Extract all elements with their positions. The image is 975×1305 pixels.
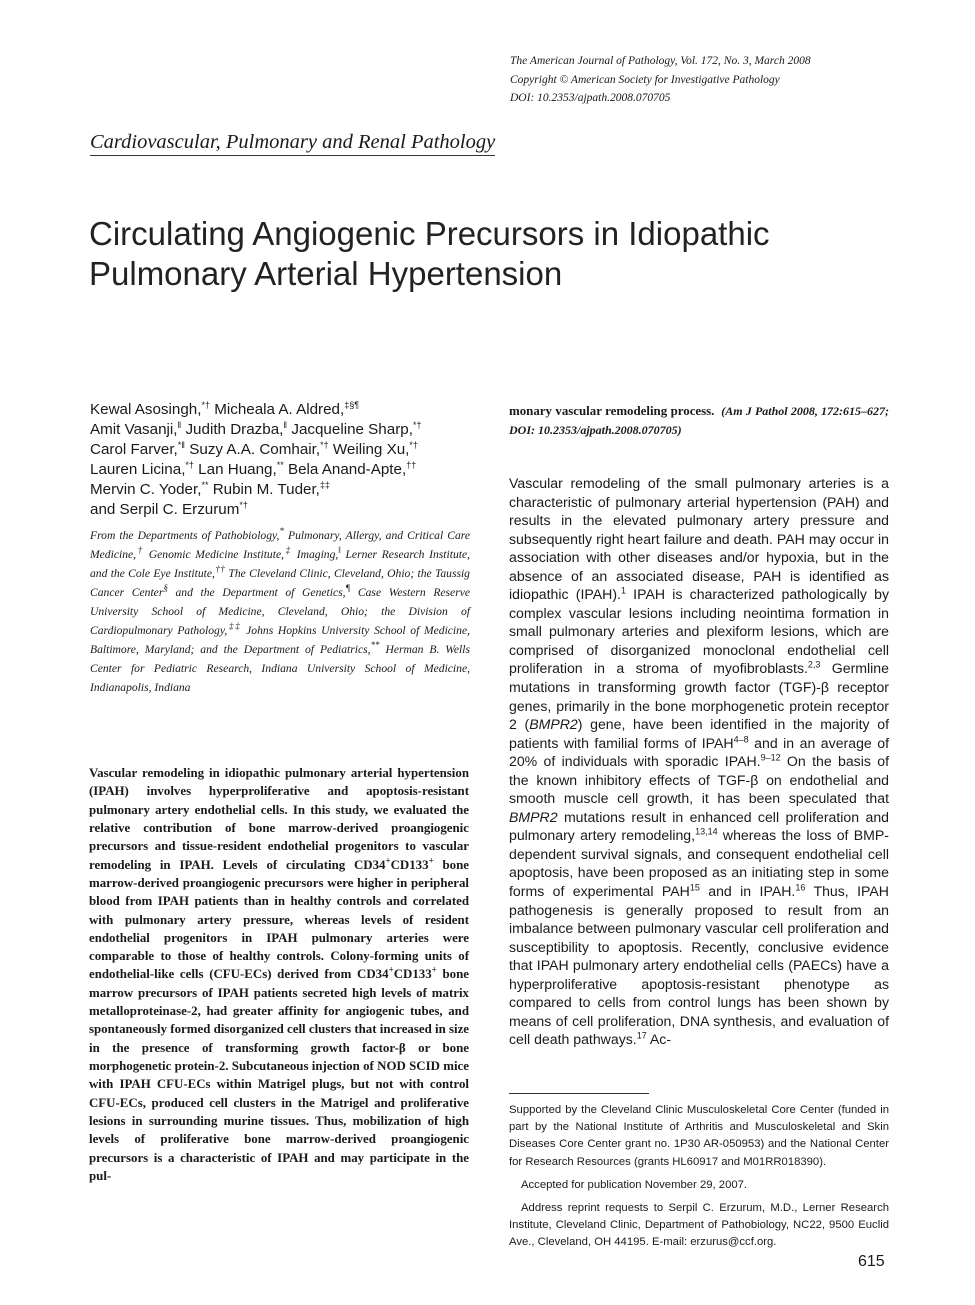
gene-name: BMPR2 bbox=[509, 808, 558, 825]
author-line bbox=[90, 400, 480, 420]
affiliation-mark: † bbox=[136, 545, 145, 556]
author-affil-mark: †† bbox=[406, 459, 417, 470]
author-line bbox=[90, 440, 480, 460]
body-segment: and in IPAH. bbox=[699, 883, 796, 900]
accepted-note: Accepted for publication November 29, 2007. bbox=[521, 1178, 748, 1191]
author-affil-mark: ‖ bbox=[283, 419, 288, 430]
abstract-sup: + bbox=[431, 965, 437, 976]
author-name: Weiling Xu, bbox=[332, 441, 410, 458]
abstract-sup: + bbox=[428, 855, 434, 866]
author-name: Mervin C. Yoder, bbox=[90, 481, 202, 498]
author-name: Judith Drazba, bbox=[185, 421, 284, 438]
author-affil-mark: *† bbox=[201, 399, 210, 410]
reference-mark: 2,3 bbox=[807, 659, 821, 670]
author-line bbox=[90, 480, 480, 500]
author-name: Lauren Licina, bbox=[90, 461, 186, 478]
page-number: 615 bbox=[858, 1253, 885, 1270]
body-segment: Germline mutations in transforming growth factor (TGF)-β receptor genes, primarily in the bone morphogenetic protein receptor 2 ( bbox=[509, 660, 889, 733]
abstract-citation: (Am J Pathol 2008, 172:615–627; DOI: 10.2353/ajpath.2008.070705) bbox=[509, 404, 890, 437]
author-affil-mark: ** bbox=[201, 479, 209, 490]
author-affil-mark: *† bbox=[412, 419, 422, 430]
reference-mark: 16 bbox=[795, 882, 806, 893]
reference-mark: 4–8 bbox=[733, 733, 749, 744]
author-name: Bela Anand-Apte, bbox=[287, 461, 407, 478]
author-affil-mark: *‖ bbox=[177, 439, 186, 450]
affiliation-text: The Cleveland Clinic, Cleveland, Ohio; the Taussig Cancer Center bbox=[90, 567, 470, 599]
reference-mark: 17 bbox=[636, 1030, 647, 1041]
affiliation-text: From the Departments of Pathobiology, bbox=[90, 529, 280, 542]
author-affil-mark: ‡‡ bbox=[319, 479, 330, 490]
affiliations bbox=[90, 526, 470, 697]
affiliation-text: Lerner Research Institute, and the Cole Eye Institute, bbox=[90, 548, 471, 580]
affiliation-text: Genomic Medicine Institute, bbox=[144, 548, 284, 561]
affiliation-mark: § bbox=[163, 583, 168, 594]
author-affil-mark: *† bbox=[185, 459, 194, 470]
body-text bbox=[509, 474, 889, 1049]
author-line bbox=[90, 460, 480, 480]
reference-mark: 1 bbox=[620, 585, 626, 596]
author-affil-mark: ** bbox=[276, 459, 284, 470]
abstract-sup: + bbox=[388, 965, 394, 976]
affiliation-mark: †† bbox=[214, 564, 226, 575]
author-affil-mark: *† bbox=[320, 439, 329, 450]
affiliation-text: Imaging, bbox=[292, 548, 339, 561]
author-list bbox=[90, 400, 480, 520]
author-affil-mark: ‖ bbox=[177, 419, 182, 430]
author-line bbox=[90, 500, 480, 520]
body-segment: mutations result in enhanced cell proliferation and pulmonary artery remodeling, bbox=[509, 808, 889, 844]
abstract-text: monary vascular remodeling process. bbox=[509, 404, 715, 418]
body-segment: Vascular remodeling of the small pulmonary arteries is a characteristic of pulmonary arterial hypertension (PAH) and results in the elevated pulmonary artery pressure and subsequently right heart failure and death. PAH may occur in association with other diseases and/or hypoxia, but in the absence of an associated disease, PAH is identified as idiopathic (IPAH). bbox=[509, 475, 889, 603]
gene-name: BMPR2 bbox=[529, 716, 578, 733]
body-segment: Thus, IPAH pathogenesis is generally proposed to result from an imbalance between pulmonary vascular cell proliferation and susceptibility to apoptosis. Recently, conclusive evidence that IPAH pulmonary artery endothelial cells (PAECs) have a hyperproliferative apoptosis-resistant phenotype as compared to cells from control lungs has been shown by means of cell proliferation, DNA synthesis, and evaluation of cell death pathways. bbox=[509, 883, 889, 1048]
author-name: and Serpil C. Erzurum bbox=[90, 501, 240, 518]
abstract-text: Vascular remodeling in idiopathic pulmonary arterial hypertension (IPAH) involves hyperproliferative and apoptosis-resistant pulmonary artery endothelial cells. In this study, we evaluated the relative contribution of bone marrow-derived proangiogenic precursors and tissue-resident endothelial progenitors to vascular remodeling in IPAH. Levels of circulating CD34 bbox=[89, 766, 469, 872]
body-segment: and in an average of 20% of individuals with sporadic IPAH. bbox=[509, 734, 889, 770]
author-affil-mark: *† bbox=[409, 439, 418, 450]
author-name: Lan Huang, bbox=[198, 461, 277, 478]
funding-note: Supported by the Cleveland Clinic Musculoskeletal Core Center (funded in part by the National Institute of Arthritis and Musculoskeletal and Skin Diseases Core Center grant no. 1P30 AR-050953) and the National Center for Research Resources (grants HL60917 and M01RR018390). bbox=[509, 1104, 889, 1168]
abstract bbox=[89, 764, 469, 1185]
affiliation-mark: ‡‡ bbox=[227, 621, 242, 632]
author-name: Suzy A.A. Comhair, bbox=[189, 441, 321, 458]
author-name: Amit Vasanji, bbox=[90, 421, 178, 438]
affiliation-mark: * bbox=[279, 526, 284, 537]
author-name: Carol Farver, bbox=[90, 441, 178, 458]
footnotes bbox=[509, 1102, 889, 1258]
abstract-text: CD133 bbox=[390, 857, 429, 872]
abstract-continuation bbox=[509, 402, 889, 439]
affiliation-mark: ** bbox=[370, 640, 380, 651]
author-name: Rubin M. Tuder, bbox=[212, 481, 320, 498]
author-name: Jacqueline Sharp, bbox=[291, 421, 413, 438]
affiliation-text: Herman B. Wells Center for Pediatric Research, Indiana University School of Medicine, Indianapolis, Indiana bbox=[90, 643, 470, 694]
body-segment: whereas the loss of BMP-dependent survival signals, and consequent endothelial cell apoptosis, have been proposed as an initiating step in some forms of experimental PAH bbox=[509, 827, 889, 900]
author-affil-mark: ‡§¶ bbox=[344, 399, 360, 410]
body-segment: ) gene, have been identified in the majority of patients with familial forms of IPAH bbox=[509, 716, 889, 751]
affiliation-mark: ‖ bbox=[338, 545, 341, 556]
affiliation-text: and the Department of Genetics, bbox=[167, 586, 346, 599]
body-segment: On the basis of the known inhibitory effects of TGF-β on endothelial and smooth muscle cell growth, it has been speculated that bbox=[509, 753, 889, 807]
abstract-text: bone marrow-derived proangiogenic precursors were higher in peripheral blood from IPAH patients than in healthy controls and correlated with pulmonary artery pressure, whereas levels of resident endothelial progenitors in IPAH pulmonary arteries were comparable to those of healthy controls. Colony-forming units of endothelial-like cells (CFU-ECs) derived from CD34 bbox=[89, 857, 469, 982]
journal-copyright: Copyright © American Society for Investigative Pathology bbox=[510, 73, 780, 86]
journal-citation: The American Journal of Pathology, Vol. 172, No. 3, March 2008 bbox=[510, 55, 811, 67]
reference-mark: 13,14 bbox=[695, 826, 718, 837]
article-title: Circulating Angiogenic Precursors in Idiopathic Pulmonary Arterial Hypertension bbox=[89, 215, 770, 292]
affiliation-mark: ¶ bbox=[345, 583, 351, 594]
affiliation-text: Case Western Reserve University School of Medicine, Cleveland, Ohio; the Division of Cardiopulmonary Pathology, bbox=[90, 586, 471, 637]
journal-doi: DOI: 10.2353/ajpath.2008.070705 bbox=[510, 92, 671, 104]
abstract-text: CD133 bbox=[393, 967, 432, 982]
reprint-note: Address reprint requests to Serpil C. Erzurum, M.D., Lerner Research Institute, Cleveland Clinic, Department of Pathobiology, NC22, 9500 Euclid Ave., Cleveland, OH 44195. E-mail: erzurus@ccf.org. bbox=[509, 1202, 889, 1249]
author-name: Kewal Asosingh, bbox=[90, 401, 202, 418]
affiliation-mark: ‡ bbox=[284, 545, 293, 556]
footnote-divider bbox=[509, 1093, 649, 1094]
section-heading: Cardiovascular, Pulmonary and Renal Pathology bbox=[90, 131, 495, 156]
abstract-sup: + bbox=[385, 855, 391, 866]
author-affil-mark: *† bbox=[239, 499, 248, 510]
reference-mark: 15 bbox=[689, 882, 700, 893]
author-line bbox=[90, 420, 480, 440]
affiliation-text: Pulmonary, Allergy, and Critical Care Medicine, bbox=[90, 529, 471, 561]
body-segment: Ac- bbox=[646, 1031, 672, 1048]
reference-mark: 9–12 bbox=[760, 752, 781, 763]
author-name: Micheala A. Aldred, bbox=[214, 401, 345, 418]
body-segment: IPAH is characterized pathologically by complex vascular lesions including neointima formation in small pulmonary arteries and plexiform lesions, which are comprised of disorganized monoclonal endothelial cell proliferation in a stroma of myofibroblasts. bbox=[509, 586, 889, 677]
journal-header bbox=[510, 52, 910, 108]
abstract-text: bone marrow precursors of IPAH patients secreted high levels of matrix metalloproteinase-2, had greater affinity for angiogenic tubes, and spontaneously formed disorganized cell clusters that increased in size in the presence of transforming growth factor-β or bone morphogenetic protein-2. Subcutaneous injection of NOD SCID mice with IPAH CFU-ECs within Matrigel plugs, but not with control CFU-ECs, produced cell clusters in the Matrigel and proliferative lesions in surrounding murine tissues. Thus, mobilization of high levels of proliferative bone marrow-derived proangiogenic precursors is a characteristic of IPAH and may participate in the pul- bbox=[89, 967, 470, 1183]
affiliation-text: Johns Hopkins University School of Medicine, Baltimore, Maryland; and the Department of Pediatrics, bbox=[90, 624, 470, 656]
